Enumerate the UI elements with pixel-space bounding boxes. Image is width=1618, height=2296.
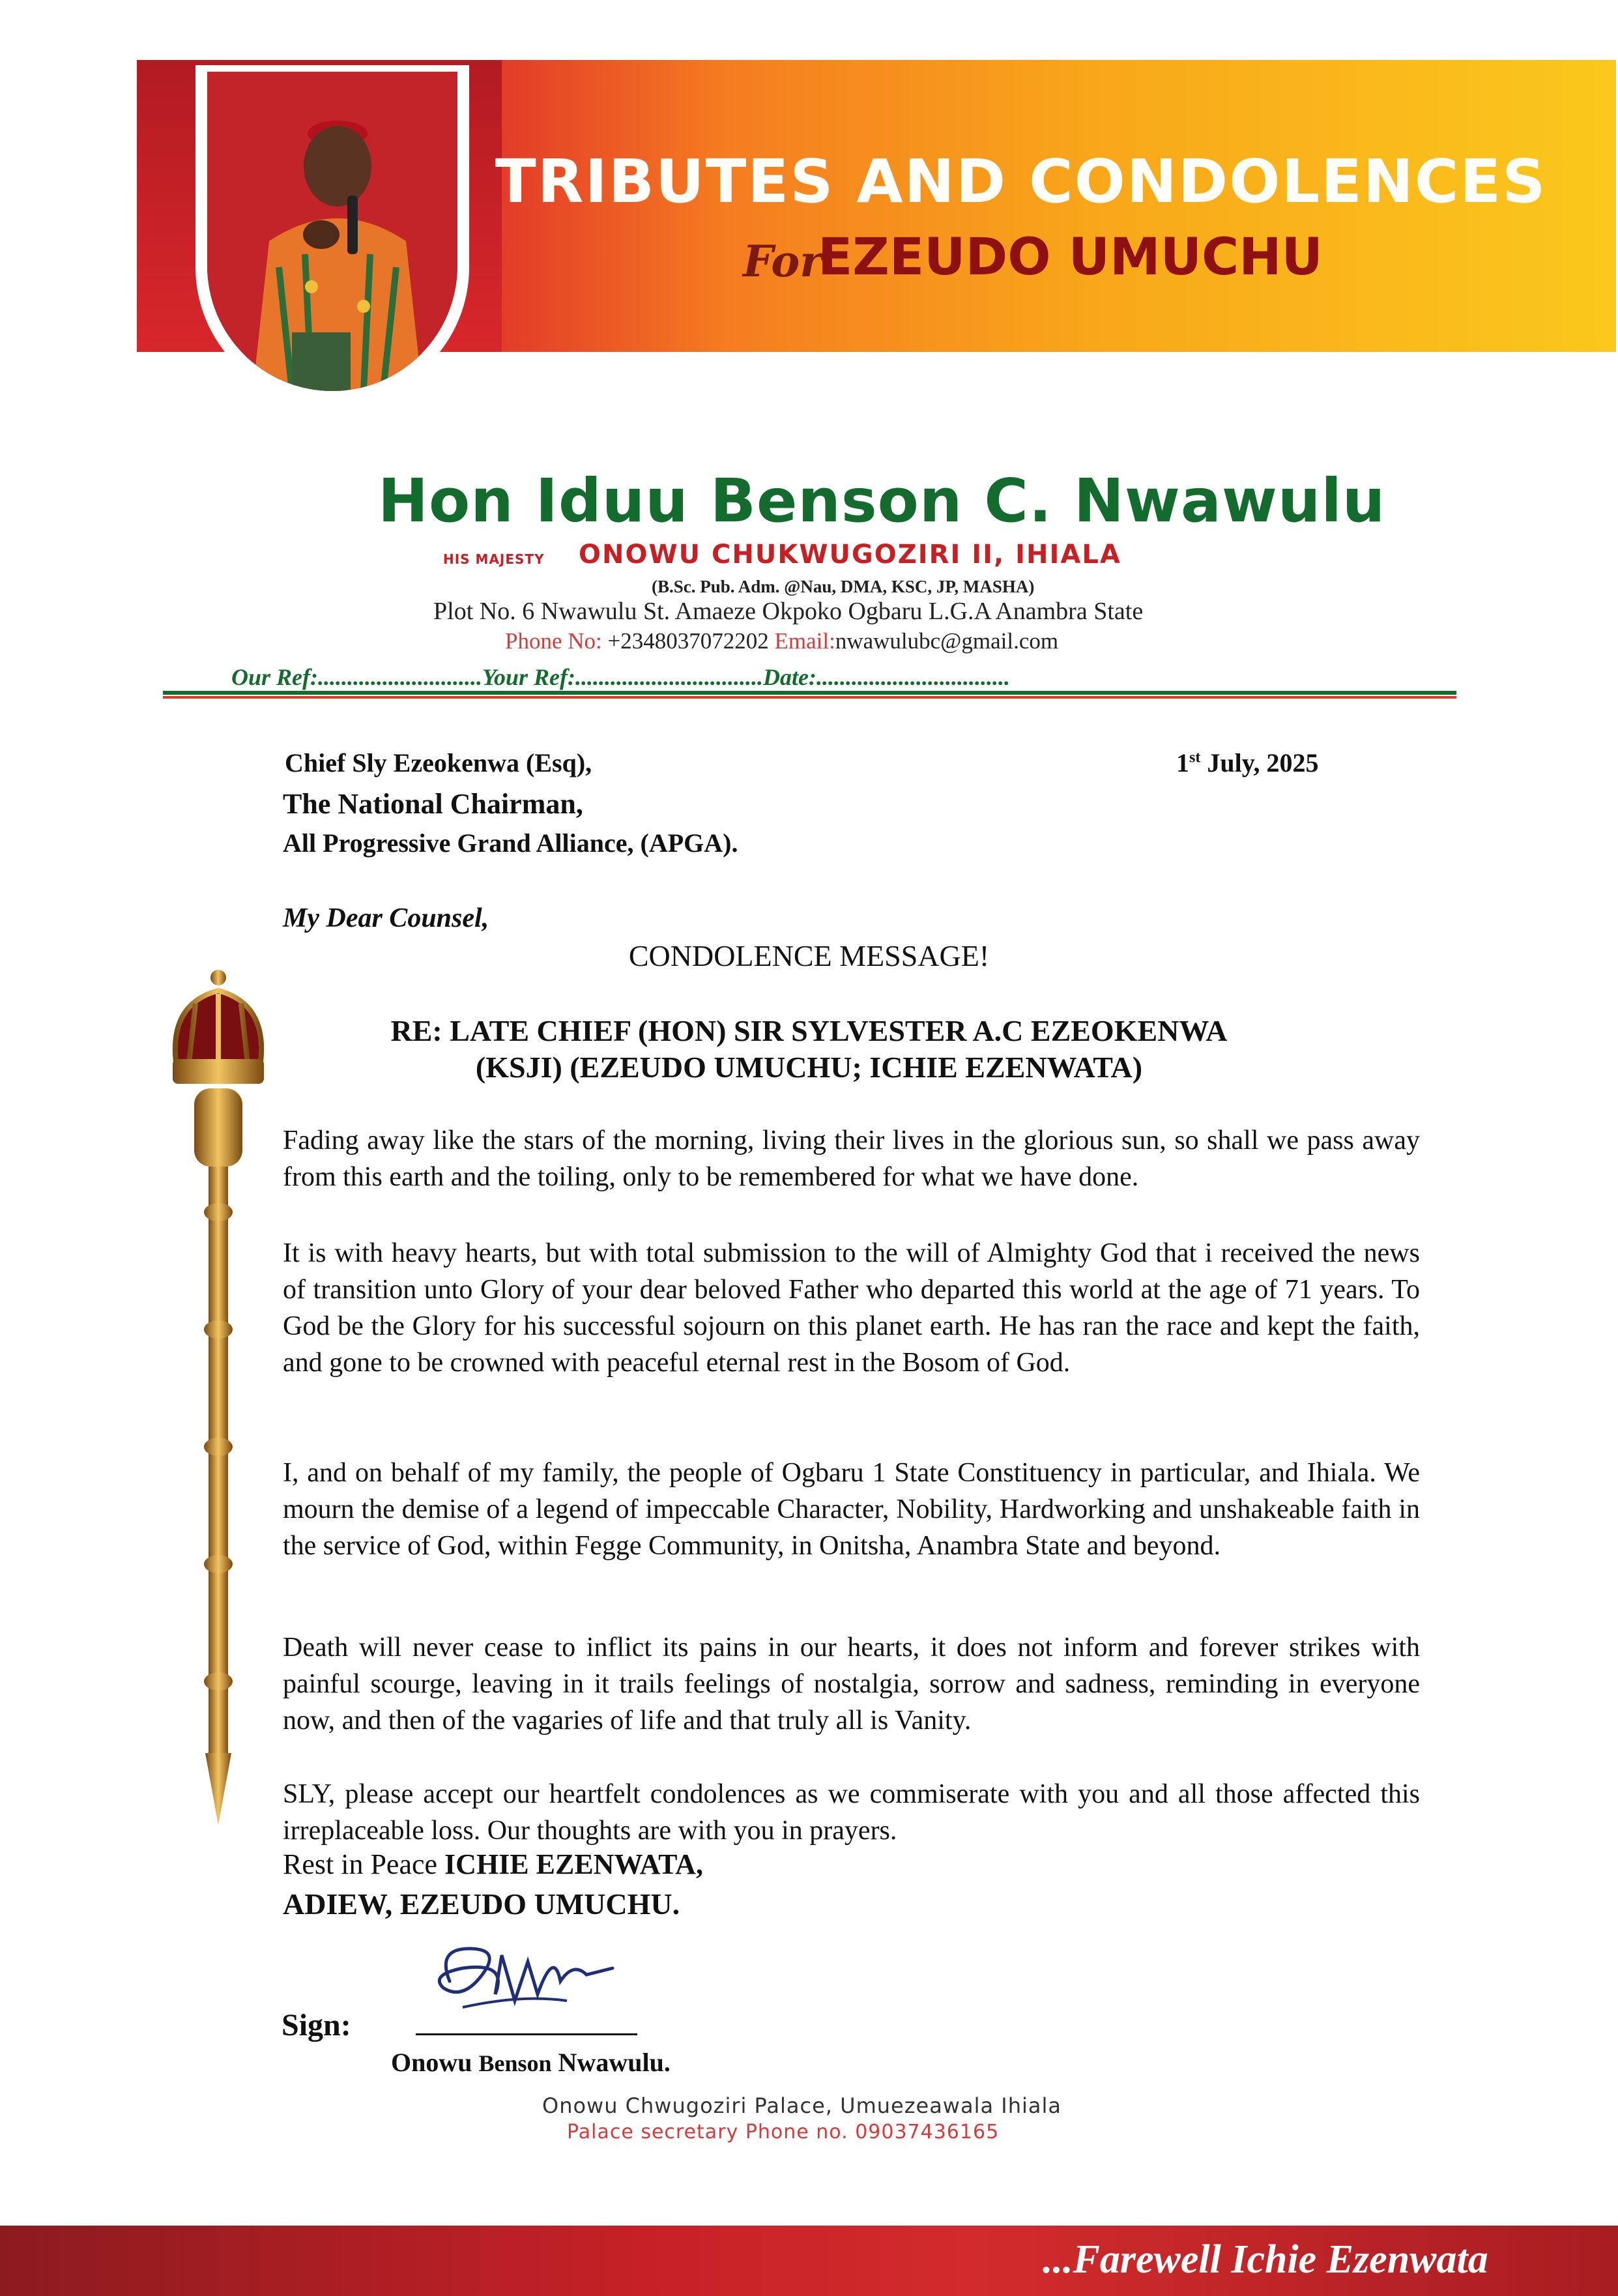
date-day: 1	[1176, 748, 1189, 777]
letterhead-royal-title: ONOWU CHUKWUGOZIRI II, IHIALA	[579, 540, 1121, 570]
letter-date	[1176, 747, 1319, 779]
banner-honoree: EZEUDO UMUCHU	[818, 228, 1323, 287]
letterhead-address: Plot No. 6 Nwawulu St. Amaeze Okpoko Ogbaru L.G.A Anambra State	[433, 598, 1144, 625]
portrait-photo	[207, 72, 457, 391]
banner-title: TRIBUTES AND CONDOLENCES	[495, 147, 1547, 216]
mace-icon	[156, 965, 280, 1831]
your-ref: Your Ref:................................	[482, 664, 763, 690]
body-paragraph: Death will never cease to inflict its pains in our hearts, it does not inform and forever strikes with painful scourge, leaving in it trails feelings of nostalgia, sorrow and sadness, reminding in everyone now, and then of the vagaries of life and that truly all is Vanity.	[283, 1633, 1420, 1736]
signature-icon	[424, 1923, 619, 2027]
letterhead-refs	[231, 663, 1010, 691]
recipient-position: The National Chairman,	[283, 788, 583, 820]
recipient-name: Chief Sly Ezeokenwa (Esq),	[285, 748, 592, 777]
palace-line: Onowu Chwugoziri Palace, Umuezeawala Ihiala	[542, 2093, 1062, 2118]
signer-last: Nwawulu.	[551, 2048, 671, 2077]
email-label: Email:	[774, 628, 835, 654]
rest-name: ICHIE EZENWATA,	[444, 1848, 703, 1880]
letterhead-name: Hon Iduu Benson C. Nwawulu	[378, 466, 1386, 536]
signer-middle: Benson	[478, 2050, 552, 2076]
letterhead-contact	[505, 628, 1058, 654]
subject-line-1: RE: LATE CHIEF (HON) SIR SYLVESTER A.C EZEOKENWA	[390, 1014, 1228, 1047]
email-address: nwawulubc@gmail.com	[835, 628, 1059, 654]
letterhead-divider-red	[163, 696, 1456, 699]
adieu-line: ADIEW, EZEUDO UMUCHU.	[283, 1887, 680, 1921]
our-ref: Our Ref:............................	[231, 664, 482, 690]
date-ref: Date:.................................	[763, 664, 1010, 690]
subject-line-2: (KSJI) (EZEUDO UMUCHU; ICHIE EZENWATA)	[475, 1051, 1143, 1084]
date-suffix: st	[1189, 749, 1201, 766]
footer-text: ...Farewell Ichie Ezenwata	[1043, 2237, 1488, 2282]
body-paragraph: It is with heavy hearts, but with total submission to the will of Almighty God that i received the news of transition unto Glory of your dear beloved Father who departed this world at the age of 71 years. To God be the Glory for his successful sojourn on this planet earth. He has ran the race and kept the faith, and gone to be crowned with peaceful eternal rest in the Bosom of God.	[283, 1238, 1420, 1378]
phone-number: +2348037072202	[601, 628, 775, 654]
body-paragraph: I, and on behalf of my family, the people of Ogbaru 1 State Constituency in particular, and Ihiala. We mourn the demise of a legend of impeccable Character, Nobility, Hardworking and unshakeable faith in the service of God, within Fegge Community, in Onitsha, Anambra State and beyond.	[283, 1458, 1420, 1561]
portrait-figure-icon	[207, 72, 457, 391]
body-paragraph: Fading away like the stars of the morning, living their lives in the glorious sun, so shall we pass away from this earth and the toiling, only to be remembered for what we have done.	[283, 1126, 1420, 1192]
rest-prefix: Rest in Peace	[283, 1848, 445, 1880]
rest-in-peace-line	[283, 1846, 703, 1883]
signer-first: Onowu	[391, 2048, 479, 2077]
recipient-organization: All Progressive Grand Alliance, (APGA).	[283, 828, 738, 858]
salutation: My Dear Counsel,	[283, 903, 489, 933]
signature-line	[416, 2033, 637, 2035]
letterhead-qualifications: (B.Sc. Pub. Adm. @Nau, DMA, KSC, JP, MASHA)	[652, 577, 1035, 596]
phone-label: Phone No:	[505, 628, 602, 654]
sign-label: Sign:	[282, 2008, 351, 2042]
letterhead-majesty-label: HIS MAJESTY	[443, 551, 545, 567]
letter-heading: CONDOLENCE MESSAGE!	[628, 939, 990, 972]
signer-name	[391, 2046, 671, 2079]
banner-for-word: For	[743, 236, 823, 287]
letterhead-divider-green	[163, 691, 1456, 695]
secretary-phone-line: Palace secretary Phone no. 09037436165	[567, 2121, 1000, 2143]
body-paragraph: SLY, please accept our heartfelt condolences as we commiserate with you and all those affected this irreplaceable loss. Our thoughts are with you in prayers.	[283, 1779, 1420, 1846]
date-rest: July, 2025	[1200, 748, 1319, 777]
